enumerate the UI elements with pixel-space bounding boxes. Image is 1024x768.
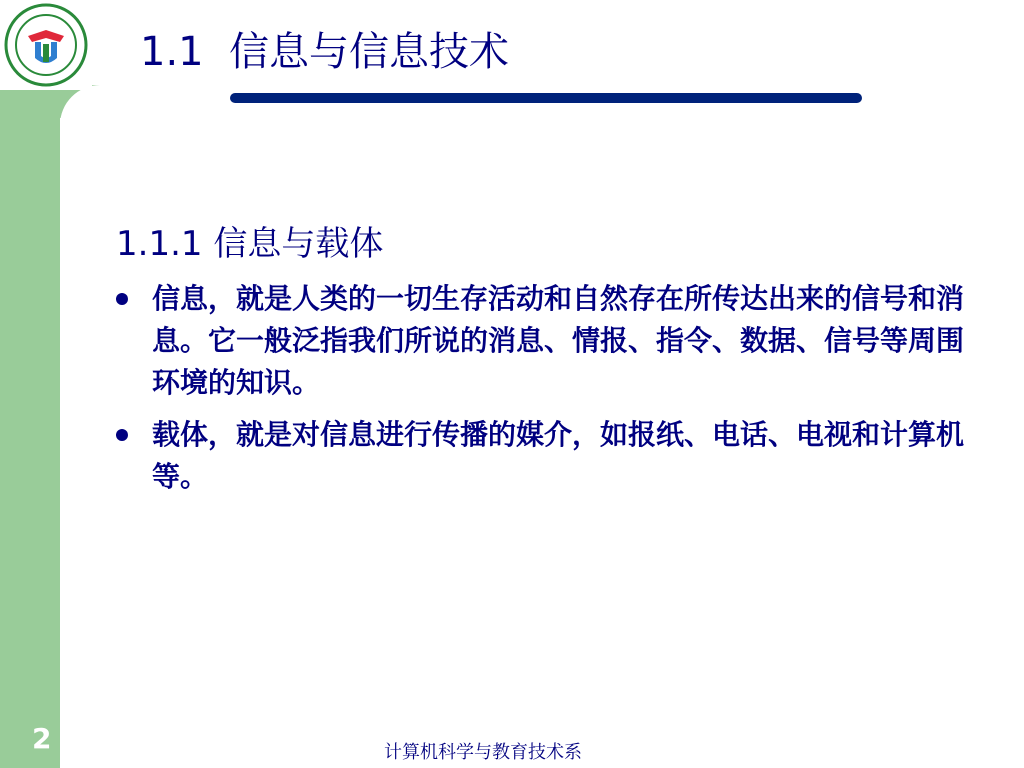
- slide-title: 1.1 信息与信息技术: [140, 29, 510, 75]
- bullet-dot-icon: [116, 293, 128, 305]
- bullet-item-carrier: [112, 414, 982, 498]
- bullet-text: 载体，就是对信息进行传播的媒介，如报纸、电话、电视和计算机等。: [152, 418, 965, 493]
- section-subheading: 1.1.1 信息与载体: [116, 224, 384, 264]
- university-logo: [0, 0, 92, 90]
- university-seal-logo-icon: [2, 2, 90, 88]
- bullet-text: 信息，就是人类的一切生存活动和自然存在所传达出来的信号和消息。它一般泛指我们所说的消息、情报、指令、数据、信号等周围环境的知识。: [152, 282, 965, 399]
- title-underline: [230, 93, 862, 103]
- page-number: 2: [32, 722, 52, 755]
- bullet-item-information: [112, 278, 982, 404]
- footer-department: 计算机科学与教育技术系: [384, 742, 582, 763]
- bullet-dot-icon: [116, 429, 128, 441]
- bullet-list: [112, 278, 982, 508]
